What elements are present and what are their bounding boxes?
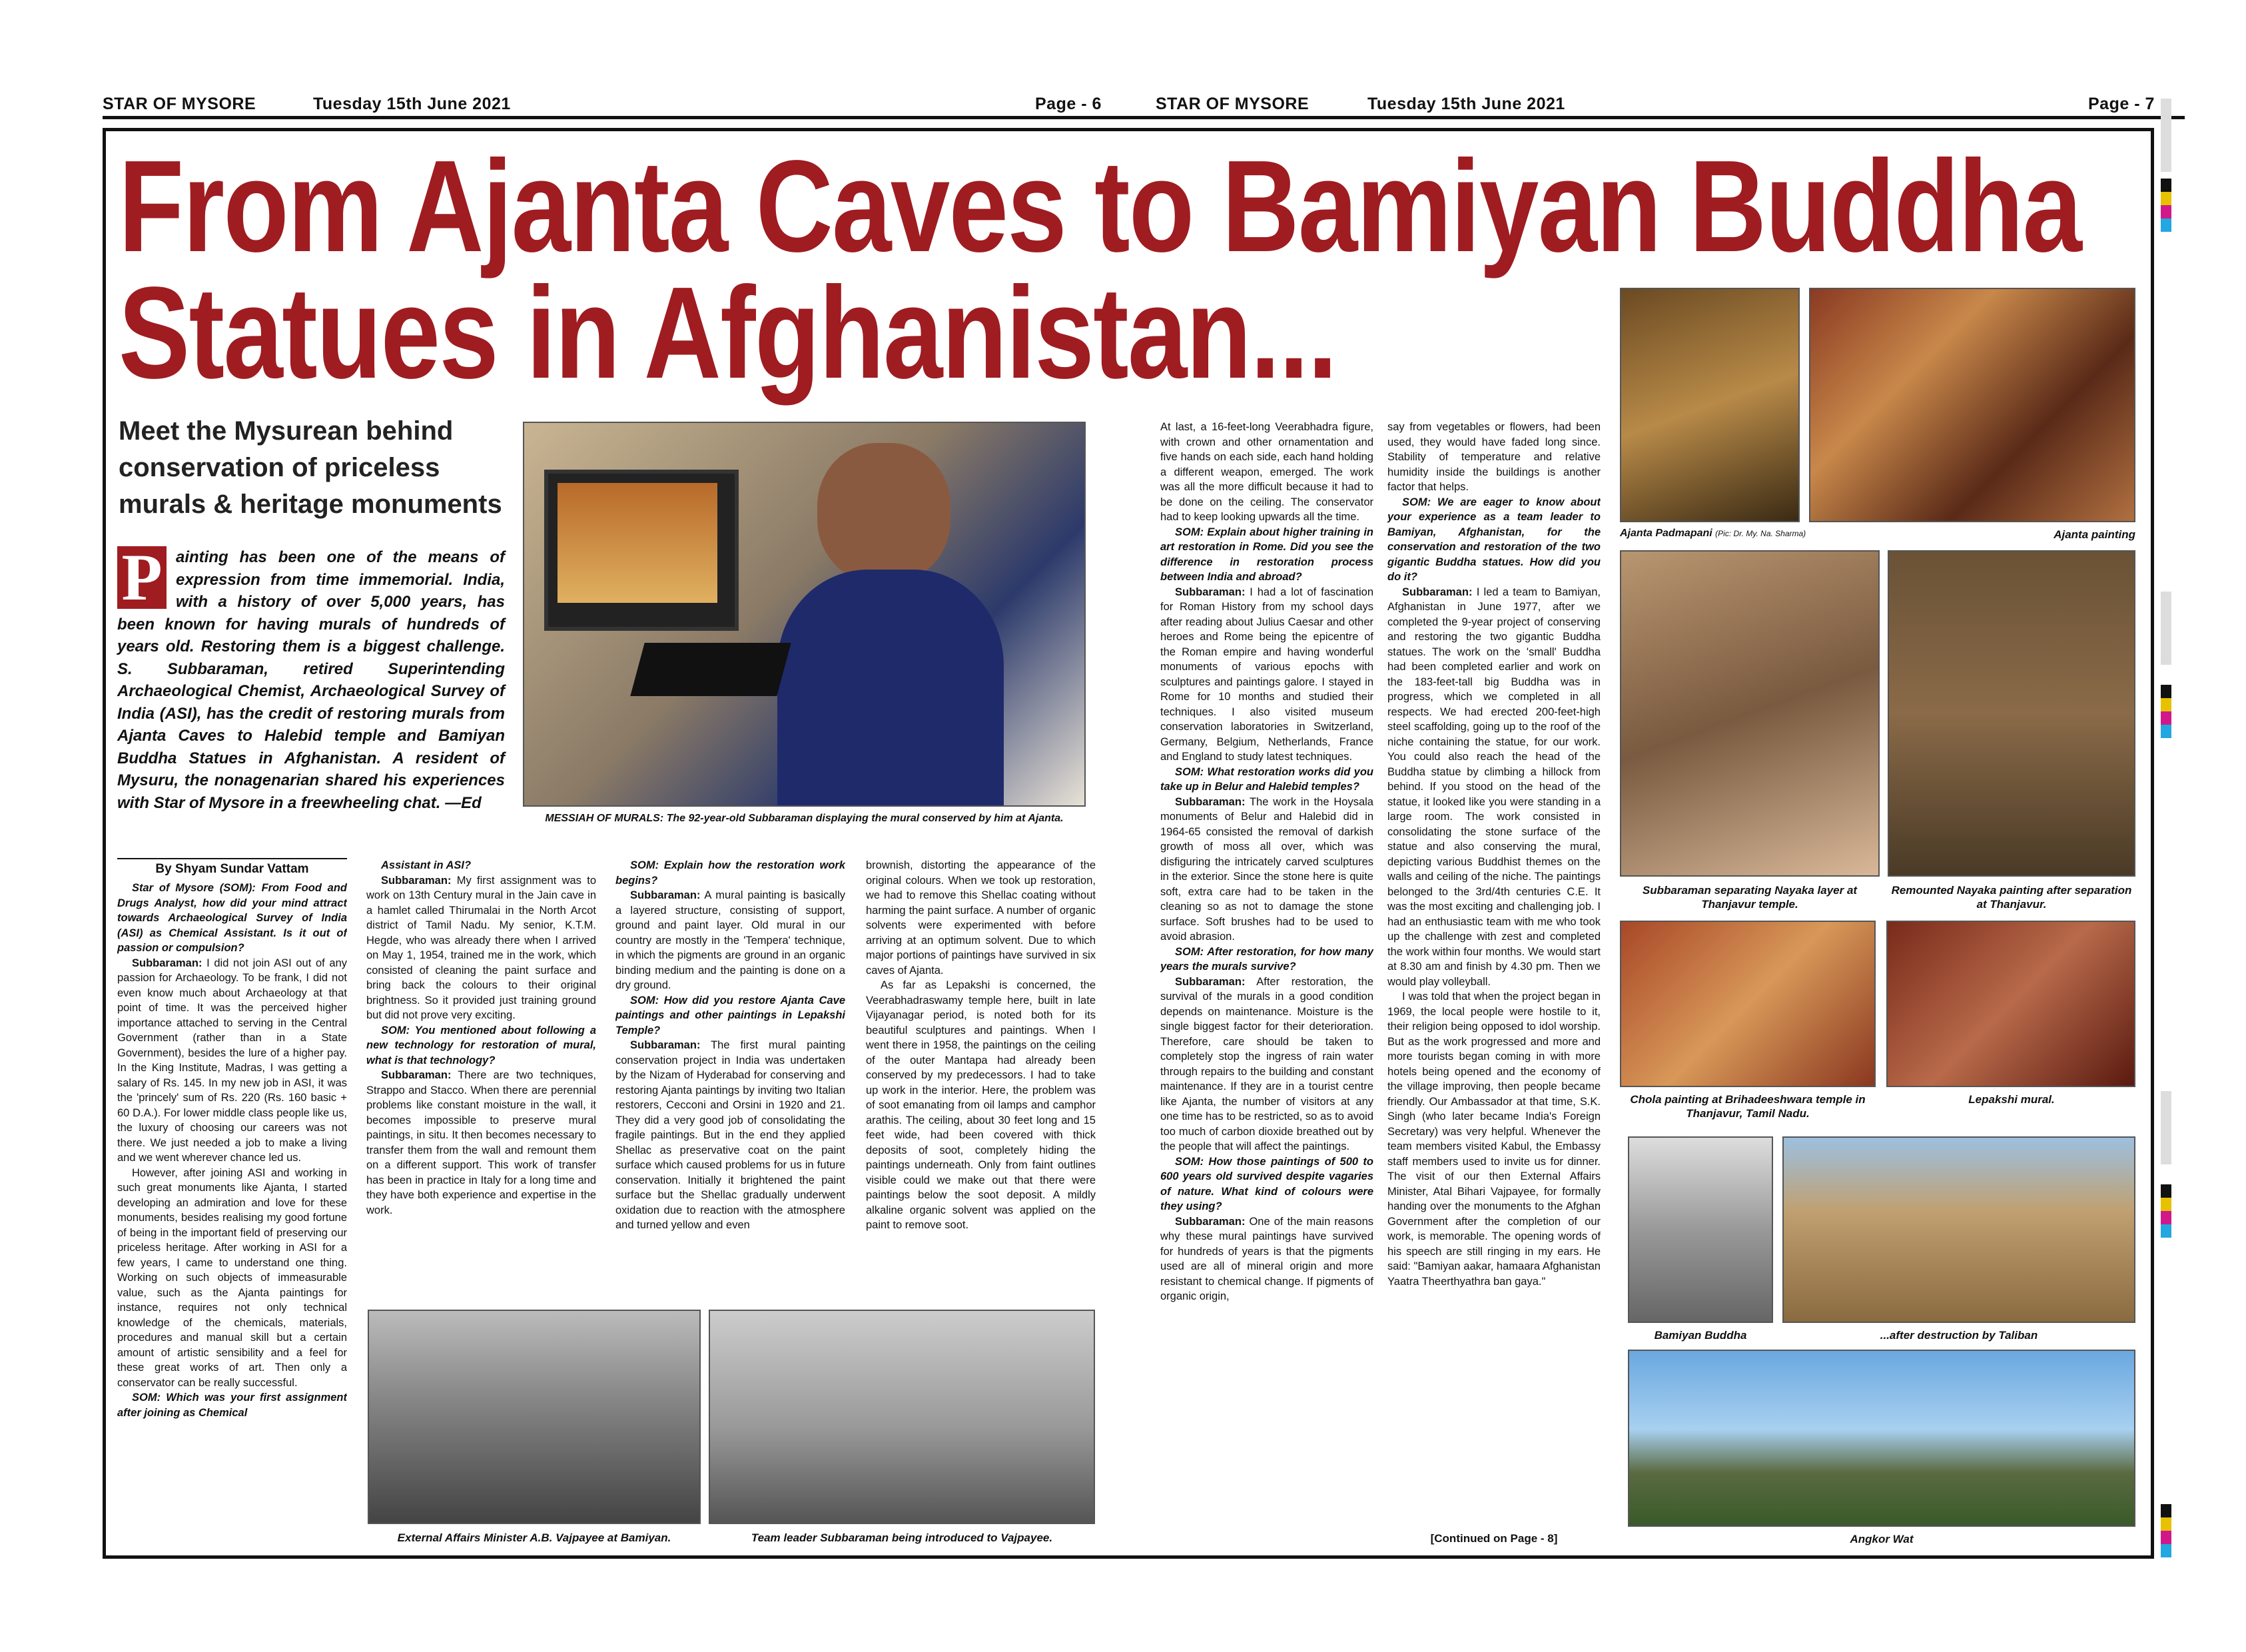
photo-ajanta-painting [1809, 288, 2135, 522]
photo-team [709, 1310, 1095, 1524]
column-6 [1387, 420, 1601, 1525]
intro-paragraph [117, 540, 505, 814]
column-4 [866, 858, 1096, 1298]
question: SOM: Explain how the restoration work begins? [615, 859, 845, 887]
question: SOM: How those paintings of 500 to 600 years old survived despite vagaries of nature. What kind of colours were they using? [1160, 1155, 1373, 1212]
headline-line-2: Statues in Afghanistan... [119, 260, 1337, 406]
paragraph: Subbaraman: The work in the Hoysala monuments of Belur and Halebid did in 1964-65 consisted the removal of darkish growth of moss all over, which was disfiguring the intricately carved sculptures in the exterior. Since the stone here is quite soft, extra care had to be taken in the cleaning so as not to damage the stone surface. Soft brushes had to be used to avoid abrasion. [1160, 795, 1373, 943]
photo-bamiyan-buddha [1628, 1136, 1773, 1323]
caption-remounted: Remounted Nayaka painting after separation at Thanjavur. [1891, 884, 2132, 911]
speaker-label: Subbaraman: [1175, 975, 1246, 988]
issue-date: Tuesday 15th June 2021 [1367, 95, 1565, 113]
deck-line: conservation of priceless [119, 453, 440, 482]
deck-line: Meet the Mysurean behind [119, 416, 454, 446]
main-photo-caption: MESSIAH OF MURALS: The 92-year-old Subbaraman displaying the mural conserved by him at Ajanta. [545, 813, 1064, 824]
speaker-label: Subbaraman: [381, 874, 452, 887]
paragraph: Subbaraman: There are two techniques, Strappo and Stacco. When there are perennial problems like constant moisture in the wall, it becomes impossible to preserve mural paintings, in situ. It then becomes necessary to transfer them from the wall and remount them on a different support. This work of transfer has been in practice in Italy for a long time and they have both experience and expertise in the work. [366, 1069, 596, 1216]
caption-after-destruction: ...after destruction by Taliban [1880, 1329, 2038, 1342]
paper-name: STAR OF MYSORE [103, 95, 256, 113]
speaker-label: Subbaraman: [630, 1039, 701, 1051]
column-5 [1160, 420, 1373, 1545]
speaker-label: Subbaraman: [1175, 586, 1246, 598]
intro-text: ainting has been one of the means of expression from time immemorial. India, with a history of over 5,000 years, has been known for having murals of hundreds of years old. Restoring them is a biggest challenge. S. Subbaraman, retired Superintending Archaeological Chemist, Archaeological Survey of India (ASI), has the credit of restoring murals from Ajanta Caves to Halebid temple and Bamiyan Buddha Statues in Afghanistan. A resident of Mysuru, the nonagenarian shared his experiences with Star of Mysore in a freewheeling chat. —Ed [117, 548, 505, 812]
speaker-label: Subbaraman: [132, 957, 202, 969]
continued-note: [Continued on Page - 8] [1430, 1532, 1558, 1545]
photo-ajanta-padmapani [1620, 288, 1800, 522]
speaker-label: Subbaraman: [1175, 795, 1246, 808]
speaker-label: Subbaraman: [1402, 586, 1473, 598]
paragraph: Subbaraman: I had a lot of fascination for Roman History from my school days after reading about Julius Caesar and other heroes and Rome being the epicentre of the Roman empire and having wonderful monuments of various epochs with sculptures and paintings galore. I stayed in Rome for 10 months and studied their techniques. I also visited museum conservation laboratories in Switzerland, Germany, Belgium, Netherlands, France and England to study latest techniques. [1160, 586, 1373, 763]
caption-lepakshi: Lepakshi mural. [1968, 1093, 2055, 1106]
caption-team: Team leader Subbaraman being introduced to Vajpayee. [751, 1531, 1053, 1544]
question: SOM: Explain about higher training in art restoration in Rome. Did you see the difference in restoration process between India and abroad? [1160, 526, 1373, 583]
question: SOM: You mentioned about following a new technology for restoration of mural, what is that technology? [366, 1024, 596, 1066]
column-3 [615, 858, 845, 1298]
paragraph: brownish, distorting the appearance of the original colours. When we took up restoration, we had to remove this Shellac coating without harming the paint surface. A number of organic solvents were experimented with before arriving at an optimum solvent. Due to which major portions of paintings have survived in six caves of Ajanta. [866, 859, 1096, 977]
caption-angkor: Angkor Wat [1850, 1533, 1914, 1545]
photo-chola-painting [1620, 921, 1876, 1087]
caption-chola: Chola painting at Brihadeeshwara temple in Thanjavur, Tamil Nadu. [1630, 1093, 1866, 1120]
issue-date: Tuesday 15th June 2021 [313, 95, 511, 113]
paragraph: Subbaraman: The first mural painting conservation project in India was undertaken by the Nizam of Hyderabad for conserving and restoring Ajanta paintings by inviting two Italian restorers, Cecconi and Orsini in 1920 and 21. They did a very good job of consolidating the fragile paintings. But in the end they applied Shellac as preservative coat on the paint surface which caused problems for us in future conservation. Initially it brightened the paint surface but the Shellac gradually underwent oxidation due to reaction with the atmosphere and turned yellow and even [615, 1039, 845, 1231]
photo-angkor-wat [1628, 1350, 2135, 1527]
question: SOM: We are eager to know about your experience as a team leader to Bamiyan, Afghanistan, for the conservation and restoration of the two gigantic Buddha statues. How did you do it? [1387, 496, 1601, 583]
main-photo-subbaraman [523, 422, 1086, 807]
question: SOM: Which was your first assignment after joining as Chemical [117, 1392, 347, 1419]
paragraph: Subbaraman: I did not join ASI out of any passion for Archaeology. To be frank, I did not even know much about Archaeology at that point of time. It was the perceived higher importance attached to serving in the Central Government (rather than in a State Government), besides the lure of a higher pay. In the King Institute, Madras, I was getting a salary of Rs. 145. In my new job in ASI, it was the 'princely' sum of Rs. 220 (Rs. 160 basic + 60 D.A.). For lower middle class people like us, the luxury of choosing our careers was not there. We just needed a job to make a living and we went wherever chance led us. [117, 957, 347, 1164]
photo-vajpayee [368, 1310, 701, 1524]
caption-padmapani [1620, 528, 1840, 540]
question: SOM: How did you restore Ajanta Cave paintings and other paintings in Lepakshi Temple? [615, 994, 845, 1036]
paragraph: As far as Lepakshi is concerned, the Veerabhadraswamy temple here, built in late Vijayanagar period, is noted both for its beautiful sculptures and paintings. When I went there in 1958, the paintings on the ceiling of the outer Mantapa had already been conserved by my predecessors. I had to take up work in the interior. Here, the problem was of soot emanating from oil lamps and camphor arathis. The ceiling, about 30 feet long and 15 feet wide, had been covered with thick deposits of soot, completely hiding the paintings underneath. Only from faint outlines visible could we make out that there were paintings below the soot deposit. A mildly alkaline organic solvent was applied on the paint to remove soot. [866, 979, 1096, 1231]
caption-separating: Subbaraman separating Nayaka layer at Thanjavur temple. [1642, 884, 1858, 911]
deck [119, 413, 508, 523]
photo-after-destruction [1782, 1136, 2135, 1323]
photo-separating-nayaka [1620, 550, 1880, 877]
deck-line: murals & heritage monuments [119, 490, 502, 519]
registration-marks [2161, 99, 2171, 1557]
caption-padmapani-credit: (Pic: Dr. My. Na. Sharma) [1715, 529, 1806, 538]
paper-name: STAR OF MYSORE [1156, 95, 1310, 113]
paragraph: Subbaraman: A mural painting is basically a layered structure, consisting of support, ground and paint layer. Old mural in our country are mostly in the 'Tempera' technique, in which the pigments are ground in an organic binding medium and the painting is done on a dry ground. [615, 889, 845, 991]
speaker-label: Subbaraman: [381, 1069, 452, 1081]
caption-padmapani-title: Ajanta Padmapani [1620, 528, 1712, 539]
column-1 [117, 881, 347, 1547]
paragraph: At last, a 16-feet-long Veerabhadra figure, with crown and other ornamentation and five hands on each side, each hand holding a different weapon, emerged. The work was all the more difficult because it had to be done on the ceiling. The conservator had to keep looking upwards all the time. [1160, 421, 1373, 523]
question: SOM: What restoration works did you take up in Belur and Halebid temples? [1160, 765, 1373, 793]
paragraph: Subbaraman: My first assignment was to work on 13th Century mural in the Jain cave in a hamlet called Thirumalai in the North Arcot district of Tamil Nadu. My senior, K.T.M. Hegde, who was already there when I arrived on May 1, 1954, trained me in the work, which consisted of cleaning the paint surface and bring back the colours to their original brightness. So it provided just training ground but did not prove very exciting. [366, 874, 596, 1021]
question: Assistant in ASI? [381, 859, 472, 871]
caption-bamiyan: Bamiyan Buddha [1654, 1329, 1747, 1342]
page-header-left [103, 87, 1115, 120]
header-rule [103, 116, 2185, 119]
headline-line-1: From Ajanta Caves to Bamiyan Buddha [119, 133, 2081, 279]
speaker-label: Subbaraman: [630, 889, 701, 901]
page-number: Page - 7 [2088, 95, 2155, 113]
photo-remounted-nayaka [1888, 550, 2135, 877]
paragraph: Subbaraman: One of the main reasons why these mural paintings have survived for hundreds of years is that the pigments used are all of mineral origin and more resistant to chemical change. If pigments of organic origin, [1160, 1215, 1373, 1302]
column-2 [366, 858, 596, 1298]
page-number: Page - 6 [1035, 95, 1102, 113]
paragraph: Subbaraman: After restoration, the survival of the murals in a good condition depends on maintenance. Moisture is the single biggest factor for their deterioration. Therefore, care should be taken to completely stop the ingress of rain water through repairs to the building and constant maintenance. If they are in a tourist centre like Ajanta, the number of visitors at any one time has to be restricted, so as to avoid too much of carbon dioxide breathed out by the people that will affect the paintings. [1160, 975, 1373, 1152]
question: SOM: After restoration, for how many years the murals survive? [1160, 945, 1373, 973]
speaker-label: Subbaraman: [1175, 1215, 1246, 1228]
drop-cap: P [117, 546, 167, 609]
caption-vajpayee: External Affairs Minister A.B. Vajpayee at Bamiyan. [397, 1531, 671, 1544]
paragraph: I was told that when the project began in 1969, the local people were hostile to it, their religion being opposed to idol worship. But as the work progressed and more and more tourists began coming in with more hotels being opened and the economy of the village improving, then people became friendly. Our Ambassador at that time, S.K. Singh (who later became India's Foreign Secretary) was very helpful. Whenever the team members visited Kabul, the Embassy staff members used to invite us for dinner. The visit of our then External Affairs Minister, Atal Bihari Vajpayee, for formally handing over the monuments to the Afghan Government after the completion of our work, is memorable. The opening words of his speech are still ringing in my ears. He said: "Bamiyan aakar, hamaara Afghanistan Yaatra Theerthyathra ban gaya." [1387, 991, 1601, 1288]
paragraph: say from vegetables or flowers, had been used, they would have faded long since. Stability of temperature and relative humidity inside the buildings is another factor that helps. [1387, 421, 1601, 493]
question: Star of Mysore (SOM): From Food and Drugs Analyst, how did your mind attract towards Archaeological Survey of India (ASI) as Chemical Assistant. Is it out of passion or compulsion? [117, 882, 347, 954]
byline-rule [117, 858, 347, 859]
paragraph: Subbaraman: I led a team to Bamiyan, Afghanistan in June 1977, after we completed the 9-year project of conserving and restoring the two gigantic Buddha statues. The work on the 'small' Buddha had been completed earlier and work on the 183-feet-tall big Buddha was in progress, which we completed in all respects. We had erected 200-feet-high steel scaffolding, going up to the roof of the niche containing the statue, for our work. You could also reach the head of the Buddha statue by climbing a hillock from behind. If you stood on the head of the statue, it looked like you were standing in a large room. The work consisted in consolidating the stone surface of the statue and also conserving the mural, depicting various Buddhist themes on the walls and ceiling of the niche. The paintings belonged to the 3rd/4th centuries C.E. It was the most exciting and challenging job. I had an enthusiastic team with me who took up the challenge with zest and completed the work within four months. We would start at 8.30 am and finish by 4.30 pm. Then we would play volleyball. [1387, 586, 1601, 988]
page-header-right [1156, 87, 2155, 120]
caption-ajanta: Ajanta painting [2054, 528, 2135, 541]
paragraph: However, after joining ASI and working in such great monuments like Ajanta, I started developing an admiration and love for these monuments, besides realising my good fortune of being in the important field of preserving our priceless heritage. After working in ASI for a few years, I came to understand one thing. Working on such objects of immeasurable value, such as the Ajanta paintings for instance, requires not only technical knowledge of the chemicals, materials, procedures and manual skill but a certain amount of artistic sensibility and a feel for these great works of art. Then only a conservator can be really successful. [117, 1166, 347, 1389]
byline: By Shyam Sundar Vattam [155, 862, 309, 876]
photo-lepakshi-mural [1886, 921, 2135, 1087]
